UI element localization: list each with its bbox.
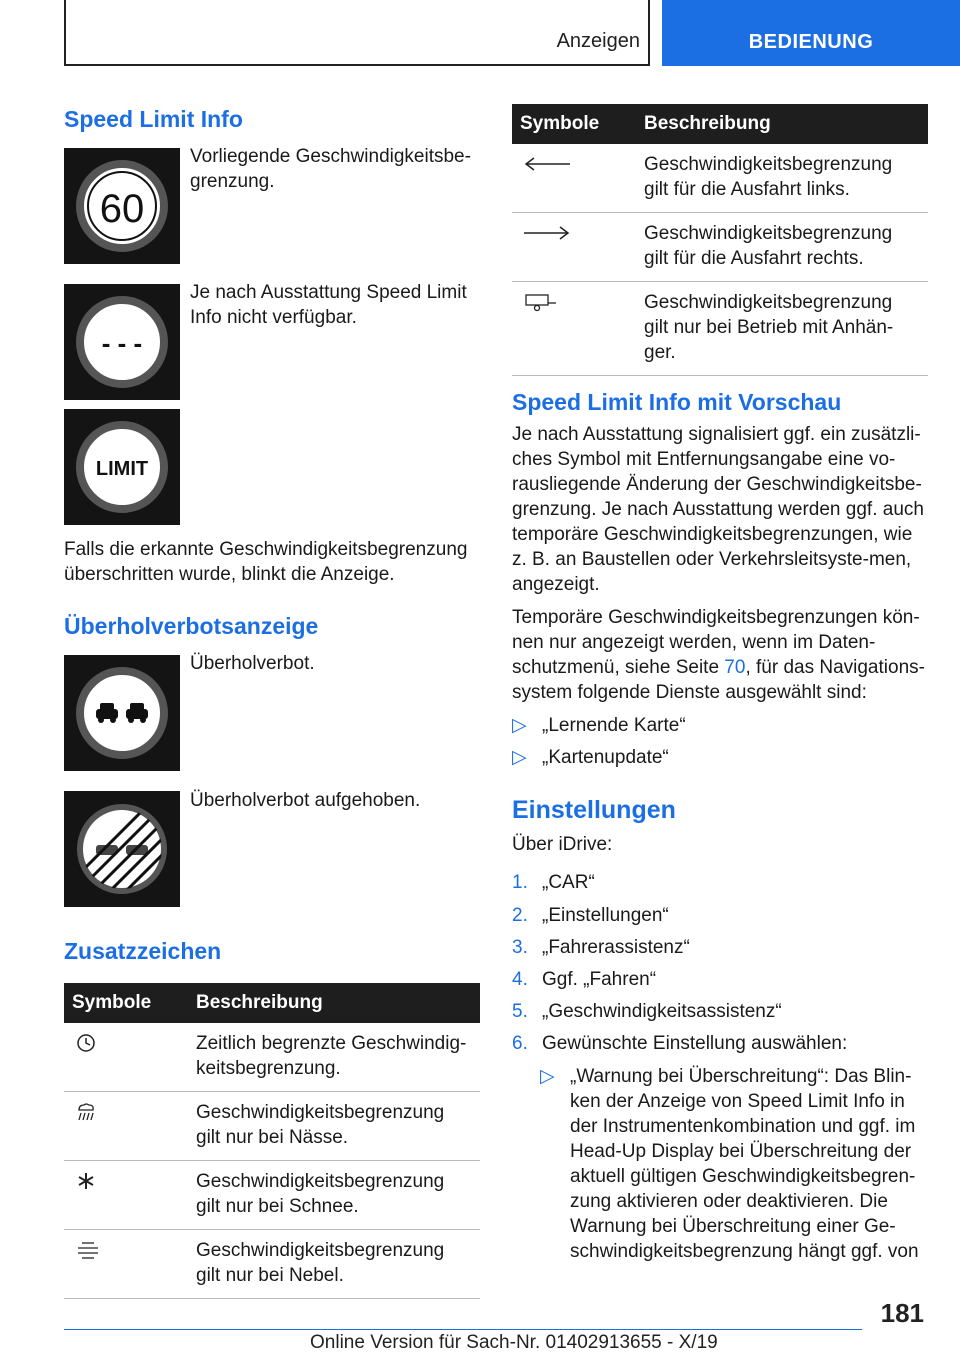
sign-no-overtaking xyxy=(64,655,180,771)
fog-icon xyxy=(74,1240,102,1260)
end-no-overtaking-icon xyxy=(72,799,172,899)
table-row xyxy=(64,1023,480,1092)
sign-speed-60 xyxy=(64,148,180,264)
limit-icon xyxy=(72,417,172,517)
table-cell-description: Zeitlich begrenzte Geschwindig-keitsbegrenzung. xyxy=(188,1023,480,1092)
sign-not-available xyxy=(64,284,180,400)
page-reference-link[interactable]: 70 xyxy=(724,657,746,678)
table-header-symbols: Symbole xyxy=(64,983,188,1023)
step-text: „CAR“ xyxy=(542,872,595,893)
table-row xyxy=(64,1230,480,1299)
heading-additional-signs: Zusatzzeichen xyxy=(64,938,222,964)
table-cell-description: Geschwindigkeitsbegrenzung gilt für die Ausfahrt links. xyxy=(636,144,928,213)
section-title: Anzeigen xyxy=(556,30,640,52)
svg-text:60: 60 xyxy=(99,187,145,231)
table-row xyxy=(512,282,928,376)
svg-text:- - -: - - - xyxy=(101,328,143,358)
additional-signs-table xyxy=(64,983,480,1299)
table-header-description: Beschreibung xyxy=(188,983,480,1023)
table-header-description: Beschreibung xyxy=(636,104,928,144)
table-cell-description: Geschwindigkeitsbegrenzung gilt nur bei Schnee. xyxy=(188,1161,480,1230)
page-number: 181 xyxy=(880,1298,924,1328)
paragraph-temporary-text: Temporäre Geschwindigkeitsbegrenzungen kön-nen nur angezeigt werden, wenn im Daten-schutzmenü, siehe Seite xyxy=(512,607,920,678)
step-number: 5. xyxy=(512,1001,528,1022)
bullet-marker: ▷ xyxy=(540,1066,555,1087)
table-cell-description: Geschwindigkeitsbegrenzung gilt nur bei Nässe. xyxy=(188,1092,480,1161)
step-text: „Fahrerassistenz“ xyxy=(542,937,690,958)
table-row xyxy=(512,144,928,213)
arrow-left-icon xyxy=(522,154,572,174)
list-item-text: „Kartenupdate“ xyxy=(542,747,669,768)
step-text: Gewünschte Einstellung auswählen: xyxy=(542,1033,848,1054)
step-text: Ggf. „Fahren“ xyxy=(542,969,657,990)
speed-unavailable-icon xyxy=(72,292,172,392)
bullet-marker: ▷ xyxy=(512,747,527,768)
trailer-icon xyxy=(522,292,558,312)
heading-speed-limit-info: Speed Limit Info xyxy=(64,106,243,132)
chapter-tab-label: BEDIENUNG xyxy=(748,30,874,53)
rain-icon xyxy=(74,1102,98,1122)
sub-list-item-text: „Warnung bei Überschreitung“: Das Blin-ken der Anzeige von Speed Limit Info in der Instrumentenkombination und ggf. im Head-Up Display bei Überschreitung der aktuell gültigen Geschwindigkeitsbegren-zung aktivieren oder deaktivieren. Die Warnung bei Überschreitung einer Ge-schwindigkeitsbegrenzung hängt ggf. von xyxy=(570,1066,919,1262)
snowflake-icon xyxy=(74,1171,98,1191)
paragraph-exceeded: Falls die erkannte Geschwindigkeitsbegrenzung überschritten wurde, blinkt die Anzeige. xyxy=(64,539,468,585)
list-item-text: „Lernende Karte“ xyxy=(542,715,686,736)
step-text: „Einstellungen“ xyxy=(542,905,669,926)
step-number: 3. xyxy=(512,937,528,958)
footer-text: Online Version für Sach-Nr. 01402913655 - X/19 xyxy=(310,1332,718,1353)
footer-divider xyxy=(64,1329,862,1330)
chapter-tab xyxy=(662,0,960,66)
paragraph-temporary-text-end: , für das Navigations-system folgende Dienste ausgewählt sind: xyxy=(512,657,925,703)
table-cell-description: Geschwindigkeitsbegrenzung gilt für die Ausfahrt rechts. xyxy=(636,213,928,282)
heading-overtaking: Überholverbotsanzeige xyxy=(64,613,319,639)
table-row xyxy=(64,1161,480,1230)
speed-limit-60-icon xyxy=(72,156,172,256)
no-overtaking-icon xyxy=(72,663,172,763)
table-row xyxy=(64,1092,480,1161)
heading-preview: Speed Limit Info mit Vorschau xyxy=(512,389,842,415)
table-header-symbols: Symbole xyxy=(512,104,636,144)
sign-1-text: Vorliegende Geschwindigkeitsbe-grenzung. xyxy=(190,146,471,192)
sign-limit xyxy=(64,409,180,525)
settings-intro: Über iDrive: xyxy=(512,834,613,855)
clock-icon xyxy=(74,1033,98,1053)
step-number: 4. xyxy=(512,969,528,990)
exit-signs-table xyxy=(512,104,928,376)
step-number: 6. xyxy=(512,1033,528,1054)
paragraph-preview: Je nach Ausstattung signalisiert ggf. ein zusätzli-ches Symbol mit Entfernungsangabe eine vo-rausliegende Änderung der Geschwindigkeitsbe-grenzung. Je nach Ausstattung werden ggf. auch temporäre Geschwindigkeitsbegrenzungen, wie z. B. an Baustellen oder Verkehrsleitsyste-men, angezeigt. xyxy=(512,424,924,595)
step-number: 2. xyxy=(512,905,528,926)
heading-settings: Einstellungen xyxy=(512,796,676,824)
table-row xyxy=(512,213,928,282)
step-number: 1. xyxy=(512,872,528,893)
bullet-marker: ▷ xyxy=(512,715,527,736)
sign-2-text: Je nach Ausstattung Speed Limit Info nicht verfügbar. xyxy=(190,282,467,328)
arrow-right-icon xyxy=(522,223,572,243)
table-cell-description: Geschwindigkeitsbegrenzung gilt nur bei Nebel. xyxy=(188,1230,480,1299)
sign-5-text: Überholverbot aufgehoben. xyxy=(190,790,421,811)
step-text: „Geschwindigkeitsassistenz“ xyxy=(542,1001,782,1022)
paragraph-temporary xyxy=(512,605,928,705)
svg-text:LIMIT: LIMIT xyxy=(95,458,149,480)
sign-4-text: Überholverbot. xyxy=(190,653,315,674)
sign-end-no-overtaking xyxy=(64,791,180,907)
table-cell-description: Geschwindigkeitsbegrenzung gilt nur bei Betrieb mit Anhän-ger. xyxy=(636,282,928,376)
